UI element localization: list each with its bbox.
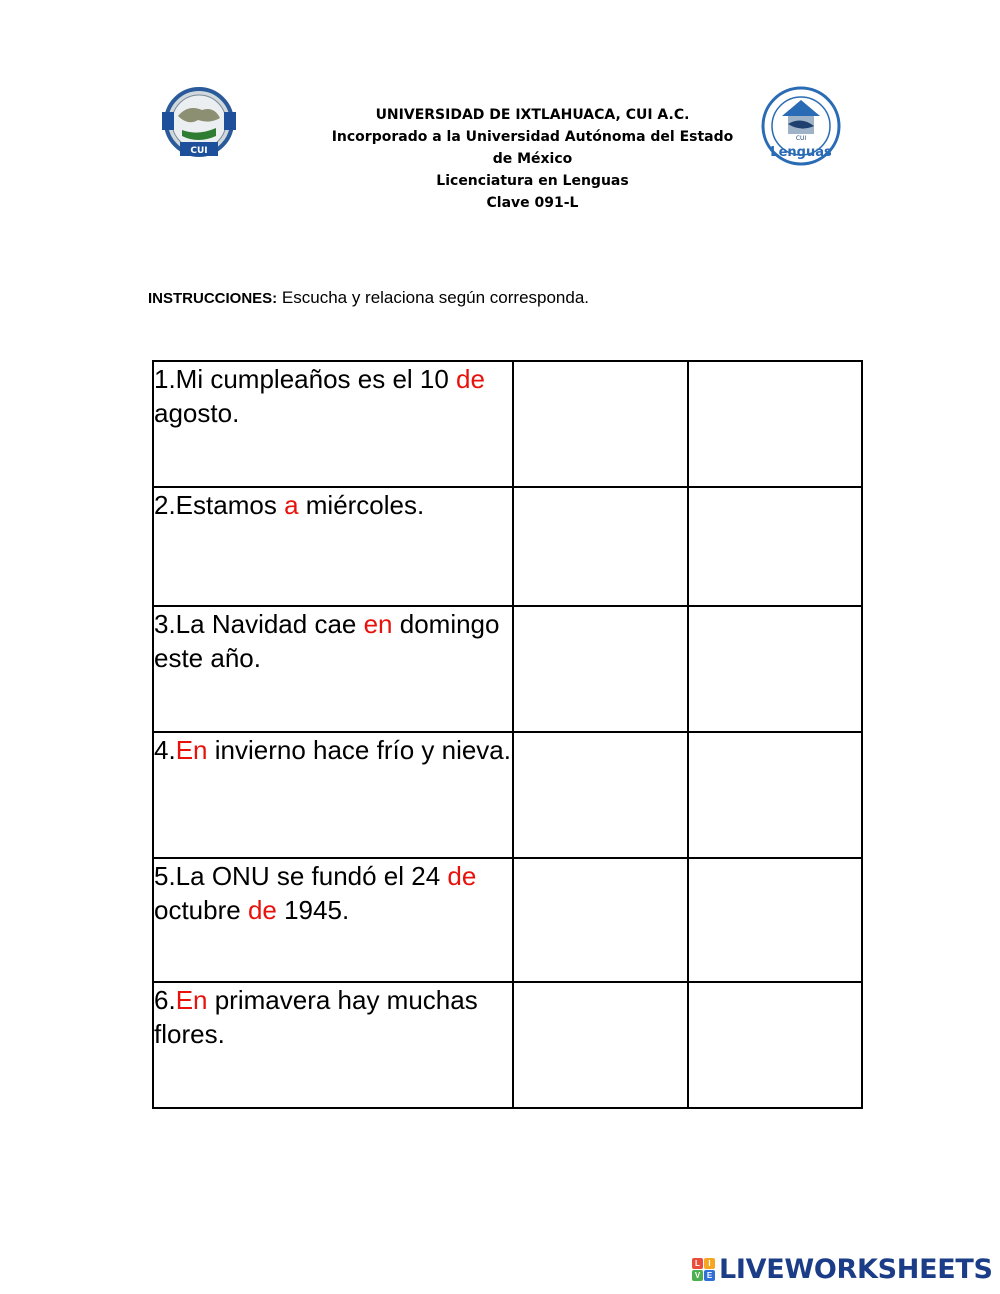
table-row xyxy=(153,732,862,858)
svg-text:CUI: CUI xyxy=(190,146,208,156)
answer-drop-zone-1[interactable] xyxy=(513,858,688,982)
sentence-text: 3.La Navidad cae xyxy=(154,609,364,639)
sentence-text: octubre xyxy=(154,895,248,925)
sentence-text: 4. xyxy=(154,735,176,765)
sentence-text: domingo este año. xyxy=(154,609,500,673)
highlighted-preposition: En xyxy=(175,985,208,1015)
sentence-text: 5.La ONU se fundó el 24 xyxy=(154,861,448,891)
sentence-text: 6. xyxy=(154,985,176,1015)
instructions xyxy=(148,288,589,308)
highlighted-preposition: de xyxy=(247,895,277,925)
liveworksheets-icon xyxy=(692,1258,715,1281)
answer-drop-zone-1[interactable] xyxy=(513,361,688,487)
answer-drop-zone-2[interactable] xyxy=(688,858,862,982)
sentence-text: 2.Estamos xyxy=(154,490,285,520)
sentence-cell xyxy=(153,361,513,487)
program-code: Clave 091-L xyxy=(486,195,579,211)
highlighted-preposition: a xyxy=(284,490,299,520)
sentence-text: miércoles. xyxy=(298,490,425,520)
answer-drop-zone-1[interactable] xyxy=(513,982,688,1108)
incorporation-line: Incorporado a la Universidad Autónoma del Estado de México xyxy=(331,129,734,167)
svg-text:CUI: CUI xyxy=(795,135,807,142)
sentence-text: agosto. xyxy=(154,398,240,428)
instructions-text: Escucha y relaciona según corresponda. xyxy=(277,288,590,307)
table-row xyxy=(153,487,862,606)
answer-drop-zone-2[interactable] xyxy=(688,487,862,606)
sentence-text: primavera hay muchas flores. xyxy=(154,985,478,1049)
answer-drop-zone-1[interactable] xyxy=(513,606,688,732)
lenguas-logo xyxy=(758,86,844,166)
answer-drop-zone-2[interactable] xyxy=(688,982,862,1108)
liveworksheets-logo xyxy=(692,1252,993,1286)
liveworksheets-icon-tile: I xyxy=(704,1258,715,1269)
highlighted-preposition: de xyxy=(447,861,477,891)
instructions-label: INSTRUCCIONES: xyxy=(148,290,278,307)
sentence-cell xyxy=(153,732,513,858)
university-name: UNIVERSIDAD DE IXTLAHUACA, CUI A.C. xyxy=(375,107,690,123)
liveworksheets-brand-text: LIVEWORKSHEETS xyxy=(719,1253,993,1285)
matching-table xyxy=(152,360,863,1109)
sentence-text: 1945. xyxy=(276,895,350,925)
institution-header xyxy=(330,104,735,214)
highlighted-preposition: de xyxy=(456,364,485,394)
answer-drop-zone-2[interactable] xyxy=(688,732,862,858)
answer-drop-zone-2[interactable] xyxy=(688,361,862,487)
table-row xyxy=(153,606,862,732)
program-name: Licenciatura en Lenguas xyxy=(436,173,629,189)
answer-drop-zone-2[interactable] xyxy=(688,606,862,732)
table-row xyxy=(153,982,862,1108)
highlighted-preposition: En xyxy=(175,735,208,765)
liveworksheets-icon-tile: L xyxy=(692,1258,703,1269)
highlighted-preposition: en xyxy=(363,609,393,639)
sentence-text: 1.Mi cumpleaños es el 10 xyxy=(154,364,457,394)
liveworksheets-icon-tile: V xyxy=(692,1270,703,1281)
table-row xyxy=(153,858,862,982)
answer-drop-zone-1[interactable] xyxy=(513,732,688,858)
table-row xyxy=(153,361,862,487)
sentence-cell xyxy=(153,858,513,982)
sentence-text: invierno hace frío y nieva. xyxy=(207,735,511,765)
svg-text:Lenguas: Lenguas xyxy=(770,145,832,160)
sentence-cell xyxy=(153,487,513,606)
answer-drop-zone-1[interactable] xyxy=(513,487,688,606)
university-crest-logo xyxy=(158,86,240,164)
sentence-cell xyxy=(153,982,513,1108)
liveworksheets-icon-tile: E xyxy=(704,1270,715,1281)
sentence-cell xyxy=(153,606,513,732)
